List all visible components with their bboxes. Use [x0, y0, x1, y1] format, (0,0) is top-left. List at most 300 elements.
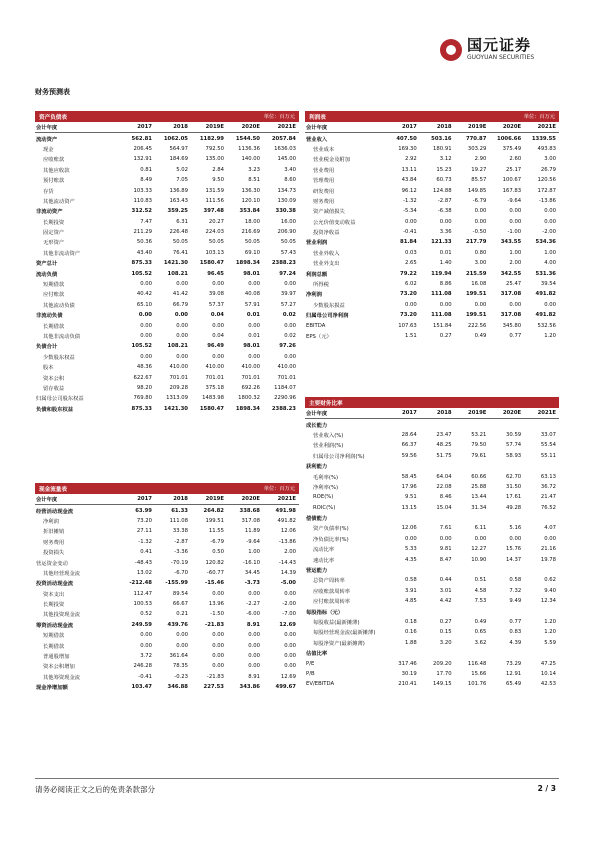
row-value: 410.00 [169, 364, 188, 371]
row-value: 119.94 [431, 270, 452, 277]
row-value: 0.00 [140, 632, 152, 639]
row-value [420, 461, 455, 471]
row-label: 归属母公司股东权益 [36, 396, 84, 403]
row-value: 0.18 [405, 619, 417, 625]
row-value: 13.44 [471, 494, 487, 501]
row-value: 12.91 [506, 670, 522, 677]
row-value: 0.04 [212, 333, 224, 339]
row-value: 0.50 [212, 549, 224, 556]
table-row [35, 268, 299, 278]
row-label: 现金净增加额 [36, 685, 68, 692]
row-value: 0.00 [248, 322, 260, 329]
row-value: 0.00 [544, 218, 556, 225]
row-value: 0.65 [474, 629, 487, 636]
row-value: 249.59 [131, 621, 152, 628]
row-label: 长期借款 [43, 323, 65, 330]
row-value: -2.27 [246, 601, 260, 608]
year-header: 2020E [489, 122, 524, 133]
row-value: -0.23 [174, 673, 188, 680]
row-value: 61.33 [171, 507, 188, 514]
row-value: 330.38 [275, 208, 296, 215]
row-value: 0.00 [248, 281, 260, 288]
row-value [489, 461, 524, 471]
row-label: 固定资产 [43, 230, 65, 237]
row-value: 22.08 [436, 483, 452, 490]
row-value: 199.51 [205, 517, 224, 524]
row-value: 43.84 [401, 177, 417, 184]
table-row [35, 651, 299, 661]
row-label: 净利润 [306, 292, 322, 299]
row-value: 209.28 [169, 384, 188, 391]
row-value: 338.68 [239, 507, 260, 514]
row-value: -6.79 [210, 538, 224, 545]
row-value: 3.20 [439, 639, 452, 646]
row-value: 116.48 [467, 660, 487, 667]
row-label: 应付账款 [43, 292, 65, 299]
row-value: 407.50 [396, 135, 417, 142]
row-value: 0.00 [212, 281, 224, 288]
row-label: 每股收益(最新摊薄) [313, 620, 360, 626]
year-header: 2018 [420, 408, 455, 419]
row-value [489, 565, 524, 575]
row-value: 140.00 [241, 156, 260, 163]
year-header: 2020E [227, 122, 263, 133]
table-row [305, 133, 559, 144]
table-row [305, 575, 559, 585]
table-row [35, 133, 299, 144]
row-value: 48.36 [136, 364, 152, 371]
table-row [305, 596, 559, 606]
table-row [305, 440, 559, 450]
row-value: -3.73 [244, 580, 260, 587]
row-value [489, 648, 524, 658]
row-value: 105.52 [131, 343, 152, 350]
row-value: 0.00 [248, 663, 260, 670]
row-value: 491.98 [275, 507, 296, 514]
row-value: 0.77 [509, 619, 522, 625]
row-value: 0.00 [212, 322, 224, 329]
row-value: 145.00 [277, 156, 296, 163]
page-number: 2 / 3 [537, 784, 556, 793]
row-value: 345.80 [502, 322, 522, 329]
row-label: 研发费用 [313, 188, 335, 195]
row-value: 353.84 [239, 208, 260, 215]
row-value: 2.60 [509, 156, 522, 163]
table-row [305, 471, 559, 481]
row-label: 营业利润(%) [313, 443, 344, 450]
row-label: EPS（元） [306, 334, 332, 340]
row-value: 343.55 [500, 239, 522, 246]
row-value: 11.89 [244, 528, 260, 535]
row-value: 63.99 [135, 507, 152, 514]
table-row [305, 503, 559, 513]
row-value: 0.01 [248, 333, 260, 339]
row-value: 0.00 [212, 632, 224, 639]
row-value: 9.40 [544, 587, 556, 594]
row-value: 13.96 [208, 601, 224, 608]
row-value: 0.00 [509, 301, 522, 308]
row-value: 6.11 [474, 525, 487, 532]
row-value: 1006.66 [497, 135, 522, 142]
row-value: 0.00 [439, 301, 452, 308]
row-label: 应收账款 [43, 157, 65, 164]
row-value: 2388.23 [271, 260, 296, 267]
row-value: 209.20 [433, 660, 452, 667]
row-value: 317.08 [500, 291, 522, 298]
row-value: 57.27 [280, 301, 296, 308]
row-value: 96.49 [207, 343, 224, 350]
row-value: 3.62 [474, 639, 487, 646]
row-label: 其他非流动资产 [43, 250, 81, 257]
row-value: 701.01 [169, 374, 188, 381]
row-value: 227.53 [203, 684, 224, 691]
row-value: 224.03 [205, 229, 224, 236]
row-value: 18.00 [244, 218, 260, 225]
row-label: 营业外支出 [313, 261, 340, 268]
table-row [35, 154, 299, 164]
row-value: 16.08 [471, 281, 487, 288]
row-value: 11.55 [208, 528, 224, 535]
row-value: 1421.30 [163, 405, 188, 412]
row-value: 216.69 [241, 229, 260, 236]
row-value: 111.08 [431, 291, 452, 298]
table-row [35, 279, 299, 289]
row-value: 50.05 [280, 239, 296, 246]
row-value: 491.82 [535, 291, 556, 298]
row-value: 701.01 [205, 374, 224, 381]
row-value: 0.58 [509, 577, 522, 584]
row-value: 0.00 [284, 632, 296, 639]
row-value: 0.00 [248, 590, 260, 597]
row-value [455, 461, 490, 471]
row-value: 0.00 [212, 590, 224, 597]
row-value: 30.19 [401, 670, 417, 677]
row-value [385, 648, 420, 658]
row-value: 79.61 [471, 452, 487, 459]
table-row [305, 617, 559, 627]
section-title: 财务预测表 [35, 88, 70, 96]
ratios-title-bar [305, 397, 559, 408]
row-value: 701.01 [241, 374, 260, 381]
row-value: 111.56 [205, 197, 224, 204]
row-value: 0.00 [174, 312, 188, 319]
table-row [35, 310, 299, 320]
table-row [35, 661, 299, 671]
row-value: 73.29 [506, 660, 522, 667]
row-value: -5.00 [280, 580, 296, 587]
row-value: 110.83 [133, 197, 152, 204]
row-value: 0.00 [284, 281, 296, 288]
row-value: 0.00 [140, 353, 152, 360]
row-value: 0.00 [544, 535, 556, 542]
row-value: 1.00 [544, 249, 556, 256]
row-label: 普通股增加 [43, 654, 70, 661]
row-value: 211.29 [133, 229, 152, 236]
table-row [305, 175, 559, 185]
income-statement-title: 利润表 [309, 114, 326, 121]
row-value: 65.49 [506, 681, 522, 688]
row-value: 0.00 [212, 642, 224, 649]
row-value [455, 565, 490, 575]
row-value: 108.21 [167, 270, 188, 277]
ratios-table [305, 408, 559, 690]
row-value: 4.07 [544, 525, 556, 532]
row-value: 397.48 [203, 208, 224, 215]
table-row [35, 589, 299, 599]
row-value: 0.00 [248, 653, 260, 660]
row-value: 23.47 [436, 431, 452, 438]
row-value: 2.90 [474, 156, 487, 163]
table-row [35, 547, 299, 557]
row-value: 1580.47 [199, 405, 224, 412]
row-value: 15.23 [436, 166, 452, 173]
row-value: 9.81 [439, 546, 452, 553]
row-value: 499.67 [275, 684, 296, 691]
row-value: 0.27 [439, 619, 452, 625]
table-row [305, 196, 559, 206]
row-value: 1136.36 [238, 145, 260, 152]
row-label: 归属母公司净利润(%) [313, 453, 365, 460]
table-row [35, 609, 299, 619]
table-row [35, 258, 299, 268]
table-row [305, 419, 559, 430]
row-value: 58.93 [506, 452, 522, 459]
row-label: 其他非流动负债 [43, 334, 81, 340]
row-value: 55.11 [540, 452, 556, 459]
row-value: 206.90 [277, 229, 296, 236]
table-row [305, 227, 559, 237]
table-row [35, 404, 299, 414]
row-value: -13.86 [538, 197, 556, 204]
row-label: 营运资金变动 [36, 560, 68, 567]
row-value [524, 513, 559, 523]
row-value: 0.00 [439, 218, 452, 225]
table-row [35, 341, 299, 351]
row-label: 资产总计 [36, 261, 58, 268]
row-value: 134.73 [277, 187, 296, 194]
table-row [305, 248, 559, 258]
row-value: -21.83 [206, 673, 224, 680]
row-value [385, 606, 420, 616]
row-value: 264.82 [203, 507, 224, 514]
row-value [524, 648, 559, 658]
table-row [305, 144, 559, 154]
row-value: 149.15 [433, 681, 452, 688]
row-value: 0.00 [284, 653, 296, 660]
row-value: 792.50 [205, 145, 224, 152]
table-row [35, 237, 299, 247]
row-value [420, 648, 455, 658]
row-value: 246.28 [133, 663, 152, 670]
row-label: 管理费用 [313, 178, 335, 185]
row-value: 12.69 [279, 621, 296, 628]
row-value: 15.66 [471, 670, 487, 677]
year-header: 2017 [119, 494, 155, 505]
table-header-row [305, 122, 559, 133]
footer-divider [35, 778, 559, 779]
row-value: 64.04 [436, 473, 452, 480]
row-value: 57.37 [208, 301, 224, 308]
row-value: -1.32 [138, 538, 152, 545]
row-value: 0.01 [246, 312, 260, 319]
row-value: 41.42 [172, 291, 188, 298]
row-value [524, 565, 559, 575]
row-value: 1313.09 [166, 395, 188, 402]
row-value: 79.22 [400, 270, 417, 277]
row-value: 1580.47 [199, 260, 224, 267]
row-value: 97.24 [279, 270, 296, 277]
row-value: 136.89 [169, 187, 188, 194]
row-value: 0.00 [248, 632, 260, 639]
year-header: 2018 [155, 494, 191, 505]
balance-sheet-title: 资产负债表 [39, 114, 67, 121]
row-value: 9.51 [405, 494, 417, 501]
row-value: 0.00 [140, 322, 152, 329]
row-label: 净负债比率(%) [313, 536, 349, 543]
table-row [35, 144, 299, 154]
row-value [524, 419, 559, 430]
row-value: 12.06 [280, 528, 296, 535]
row-value: 97.26 [279, 343, 296, 350]
row-value: 76.41 [172, 249, 188, 256]
row-value: 375.18 [205, 384, 224, 391]
row-value: 0.03 [405, 249, 417, 256]
row-value: 62.70 [506, 473, 522, 480]
row-value: 25.47 [506, 281, 522, 288]
row-value: 303.29 [467, 145, 487, 152]
row-value: 317.46 [398, 660, 417, 667]
row-value: 73.20 [400, 312, 417, 319]
row-value: 701.01 [277, 374, 296, 381]
row-value: 493.83 [537, 145, 556, 152]
row-value [489, 513, 524, 523]
row-value: 14.37 [506, 556, 522, 563]
row-value: 2388.23 [271, 405, 296, 412]
table-row [305, 606, 559, 616]
row-value: 31.34 [471, 504, 487, 511]
row-value [489, 419, 524, 430]
table-row [35, 352, 299, 362]
row-value: 5.59 [544, 639, 556, 646]
row-value: 1898.34 [235, 260, 260, 267]
row-value: 73.20 [400, 291, 417, 298]
row-value: 564.97 [169, 145, 188, 152]
row-value: 0.00 [176, 322, 188, 329]
row-value: 120.82 [205, 559, 224, 566]
row-value: 8.51 [248, 177, 260, 184]
row-value: 50.05 [172, 239, 188, 246]
row-label: 负债合计 [36, 344, 58, 351]
table-row [305, 482, 559, 492]
row-value: 85.57 [471, 177, 487, 184]
row-label: 流动比率 [313, 547, 335, 554]
row-value: 0.00 [248, 642, 260, 649]
row-value [420, 565, 455, 575]
row-value: -155.99 [165, 580, 188, 587]
row-value: 534.36 [535, 239, 556, 246]
row-value: 0.00 [212, 353, 224, 360]
row-value: 1483.98 [202, 395, 224, 402]
row-value: 17.96 [401, 483, 417, 490]
ratios-title: 主要财务比率 [309, 400, 343, 407]
table-row [305, 658, 559, 668]
row-label: 毛利率(%) [313, 474, 339, 481]
income-statement-table [305, 122, 559, 341]
row-label: 短期借款 [43, 282, 65, 289]
table-header-row [305, 408, 559, 419]
row-label: 非流动负债 [36, 313, 63, 320]
row-value: 4.58 [474, 587, 487, 594]
cashflow-title: 现金流量表 [39, 486, 67, 493]
row-value: 3.01 [439, 587, 452, 594]
row-value: -2.00 [282, 601, 296, 608]
table-row [305, 258, 559, 268]
row-label: 资产负债率(%) [313, 526, 349, 533]
row-value: 0.51 [474, 577, 487, 584]
row-value: 135.00 [205, 156, 224, 163]
row-value: 1182.99 [199, 135, 224, 142]
table-row [305, 320, 559, 330]
row-value: 21.16 [540, 546, 556, 553]
row-value: 57.74 [506, 442, 522, 449]
table-row [35, 320, 299, 330]
row-value: 39.08 [208, 291, 224, 298]
row-value: 5.02 [176, 166, 188, 173]
row-label: 存货 [43, 188, 54, 195]
table-row [35, 526, 299, 536]
row-value: 770.87 [465, 135, 487, 142]
row-label: 无形资产 [43, 240, 65, 247]
year-header: 2017 [385, 122, 420, 133]
year-header: 2018 [155, 122, 191, 133]
table-row [305, 638, 559, 648]
header-label: 会计年度 [35, 494, 119, 505]
row-label: 营业收入 [306, 136, 328, 143]
row-value: 3.00 [544, 156, 556, 163]
row-value: 769.80 [133, 395, 152, 402]
row-value: 0.00 [474, 208, 487, 215]
balance-sheet-unit: 单位：百万元 [263, 114, 295, 120]
ratios-panel [305, 397, 559, 690]
brand-name-cn: 国元证券 [467, 36, 532, 54]
row-value: 4.85 [405, 598, 417, 605]
row-label: 短期借款 [43, 633, 65, 640]
row-value: 875.33 [131, 405, 152, 412]
row-value: 1.40 [439, 260, 452, 267]
row-value: 57.43 [280, 249, 296, 256]
row-value: 4.42 [439, 598, 452, 605]
row-value: 7.47 [140, 218, 152, 225]
row-value: 31.50 [506, 483, 522, 490]
row-value: 107.63 [398, 322, 417, 329]
row-label: 筹资活动现金流 [36, 622, 74, 629]
row-value: 8.46 [439, 494, 452, 501]
row-value: 10.90 [471, 556, 487, 563]
row-value: 361.64 [169, 653, 188, 660]
cashflow-table [35, 494, 299, 692]
row-value: 5.16 [509, 525, 522, 532]
row-value: 12.06 [401, 525, 417, 532]
row-value: 111.08 [169, 517, 188, 524]
row-value: 120.10 [241, 197, 260, 204]
row-value: 69.10 [244, 249, 260, 256]
row-value: 81.84 [400, 239, 417, 246]
row-label: 速动比率 [313, 557, 335, 564]
year-header: 2019E [455, 408, 490, 419]
header-label: 会计年度 [35, 122, 119, 133]
table-row [305, 627, 559, 637]
row-label: 总资产周转率 [313, 578, 345, 585]
